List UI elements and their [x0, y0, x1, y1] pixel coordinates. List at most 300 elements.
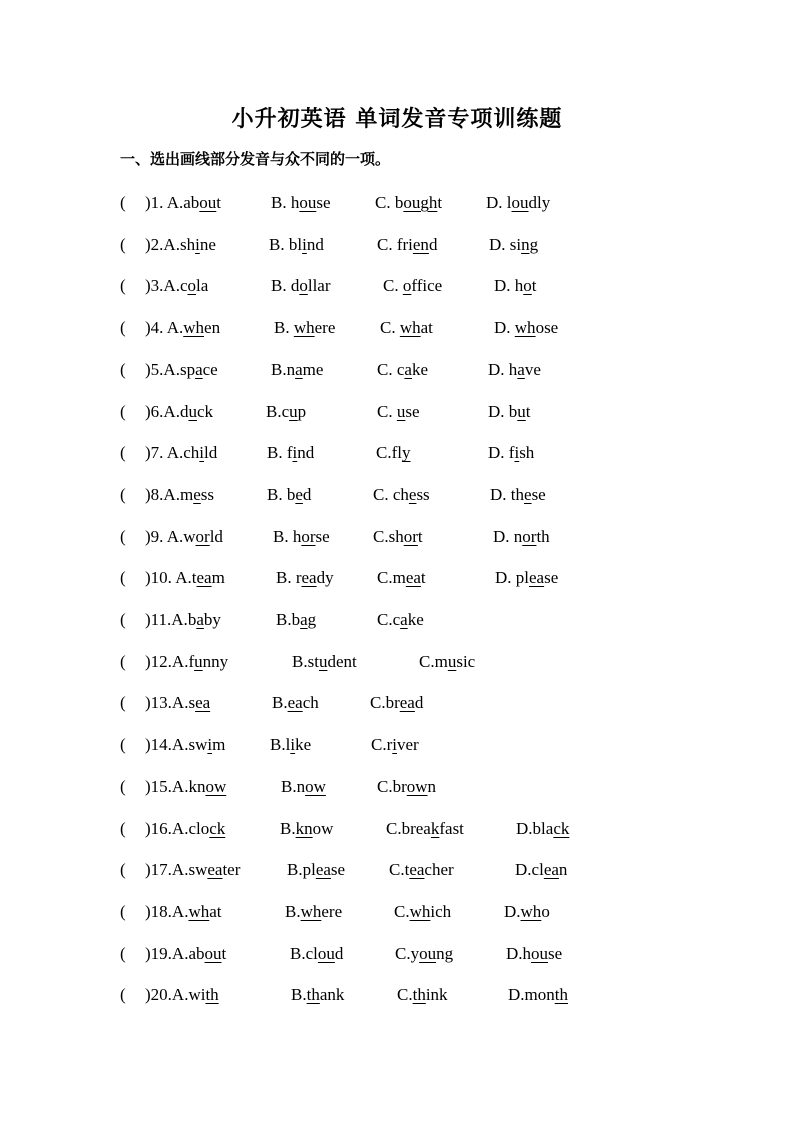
option-letter: B. — [291, 985, 307, 1005]
word-part: t — [417, 526, 423, 546]
question-number: )7. A. — [145, 443, 184, 463]
word-part: h — [290, 193, 300, 212]
underlined-sound: a — [300, 610, 308, 629]
word-part: clo — [188, 818, 210, 838]
option-letter: B. — [273, 526, 293, 546]
answer-bracket[interactable]: ( — [120, 276, 126, 296]
option-d — [490, 483, 546, 507]
word-part: g — [307, 610, 317, 629]
underlined-sound: wh — [183, 318, 205, 338]
option-letter: B. — [287, 860, 303, 880]
word-part: la — [196, 276, 209, 296]
word-part: nd — [306, 234, 324, 254]
word-part: ss — [200, 484, 214, 504]
question-number: )20.A. — [145, 985, 189, 1005]
word-part: m — [392, 568, 406, 588]
underlined-sound: ea — [287, 693, 303, 713]
word-part: ve — [524, 359, 541, 379]
underlined-sound: o — [299, 276, 308, 296]
word-part: d — [179, 401, 189, 421]
option-b — [270, 733, 311, 757]
option-letter: D. — [488, 443, 509, 463]
option-letter: B. — [276, 610, 292, 629]
word-part: br — [392, 776, 407, 796]
underlined-sound: i — [207, 735, 213, 755]
answer-bracket[interactable]: ( — [120, 193, 126, 212]
word-part: st — [307, 651, 319, 671]
question-number: )8.A. — [145, 484, 180, 504]
option-letter: D. — [508, 985, 525, 1005]
option-letter: C. — [383, 276, 403, 296]
question-number: )2.A. — [145, 234, 180, 254]
word-part: d — [414, 693, 424, 713]
underlined-sound: ough — [403, 193, 438, 212]
option-letter: C. — [370, 693, 386, 713]
word-part: t — [404, 860, 410, 880]
option-letter: D. — [515, 860, 532, 880]
word-part: t — [191, 568, 197, 588]
question-number: )5.A. — [145, 359, 180, 379]
option-c — [386, 817, 464, 841]
option-letter: C. — [377, 568, 393, 588]
option-b — [266, 400, 306, 424]
underlined-sound: k — [430, 818, 440, 838]
option-b — [276, 566, 334, 590]
word-part: t — [221, 943, 227, 963]
section-heading: 一、选出画线部分发音与众不同的一项。 — [120, 150, 391, 168]
option-b — [272, 691, 319, 715]
underlined-sound: ou — [511, 193, 529, 212]
question-row — [0, 525, 794, 549]
option-b — [285, 900, 342, 924]
option-a — [188, 983, 218, 1007]
word-part: llar — [307, 276, 331, 296]
answer-bracket[interactable]: ( — [120, 860, 126, 880]
word-part: sic — [456, 651, 476, 671]
option-letter: D. — [506, 943, 523, 963]
word-part: ere — [321, 901, 343, 921]
word-part: pl — [302, 860, 316, 880]
option-c — [377, 775, 436, 799]
word-part: b — [394, 193, 404, 212]
word-part: mon — [524, 985, 555, 1005]
word-part: pl — [515, 568, 530, 588]
word-part: r — [295, 568, 302, 588]
word-part: ver — [397, 735, 419, 755]
option-b — [292, 650, 357, 674]
option-a — [188, 942, 226, 966]
underlined-sound: ea — [301, 568, 317, 588]
word-part: sh — [519, 443, 535, 463]
answer-bracket[interactable]: ( — [120, 526, 126, 546]
word-part: ter — [222, 860, 241, 880]
word-part: d — [290, 276, 300, 296]
option-b — [271, 274, 331, 298]
underlined-sound: ck — [209, 818, 226, 838]
answer-bracket[interactable]: ( — [120, 401, 126, 421]
question-row — [0, 233, 794, 257]
option-letter: C. — [397, 985, 413, 1005]
question-number: )14.A. — [145, 735, 189, 755]
answer-bracket[interactable]: ( — [120, 693, 126, 713]
underlined-sound: a — [196, 610, 204, 629]
option-d — [488, 400, 531, 424]
word-part: ch — [302, 693, 319, 713]
underlined-sound: a — [517, 359, 525, 379]
underlined-sound: u — [289, 401, 298, 421]
word-part: c — [179, 276, 188, 296]
word-part: se — [531, 484, 546, 504]
word-part: y — [410, 943, 420, 963]
word-part: ch — [183, 443, 200, 463]
option-letter: C. — [394, 901, 410, 921]
option-letter: B. — [274, 318, 294, 338]
option-a — [180, 358, 218, 382]
option-b — [281, 775, 326, 799]
question-row — [0, 608, 794, 632]
option-letter: B. — [290, 943, 306, 963]
word-part: c — [281, 401, 290, 421]
option-a — [188, 650, 228, 674]
word-part: cl — [305, 943, 318, 963]
question-row — [0, 942, 794, 966]
underlined-sound: e — [193, 484, 201, 504]
underlined-sound: o — [187, 276, 196, 296]
word-part: se — [316, 193, 331, 212]
word-part: dly — [528, 193, 551, 212]
option-d — [508, 983, 568, 1007]
option-letter: B. — [285, 901, 301, 921]
word-part: f — [508, 443, 515, 463]
word-part: c — [396, 359, 405, 379]
underlined-sound: ow — [406, 776, 428, 796]
underlined-sound: ou — [531, 943, 549, 963]
question-number: )9. A. — [145, 526, 184, 546]
underlined-sound: e — [295, 484, 303, 504]
word-part: sh — [388, 526, 404, 546]
word-part: m — [212, 735, 226, 755]
option-b — [269, 233, 324, 257]
underlined-sound: i — [195, 234, 200, 254]
underlined-sound: y — [401, 443, 411, 463]
option-letter: B. — [269, 234, 289, 254]
option-a — [183, 191, 221, 215]
option-d — [488, 441, 534, 465]
word-part: ow — [312, 818, 334, 838]
underlined-sound: u — [188, 401, 197, 421]
underlined-sound: th — [412, 985, 426, 1005]
question-row — [0, 274, 794, 298]
option-a — [188, 691, 210, 715]
option-letter: C. — [419, 651, 435, 671]
question-number: )6.A. — [145, 401, 180, 421]
option-c — [389, 858, 454, 882]
question-number: )1. A. — [145, 193, 184, 212]
option-a — [188, 775, 226, 799]
word-part: ng — [436, 943, 454, 963]
underlined-sound: ou — [299, 193, 317, 212]
answer-bracket[interactable]: ( — [120, 234, 126, 254]
option-a — [188, 817, 225, 841]
option-b — [267, 483, 311, 507]
word-part: wi — [188, 985, 206, 1005]
word-part: h — [522, 943, 532, 963]
underlined-sound: ea — [196, 568, 212, 588]
underlined-sound: ck — [553, 818, 570, 838]
word-part: se — [544, 568, 559, 588]
answer-bracket[interactable]: ( — [120, 943, 126, 963]
question-row — [0, 817, 794, 841]
underlined-sound: wh — [409, 901, 431, 921]
underlined-sound: ou — [317, 943, 335, 963]
underlined-sound: e — [408, 484, 417, 504]
underlined-sound: ea — [399, 693, 415, 713]
underlined-sound: kn — [295, 818, 313, 838]
word-part: n — [296, 776, 306, 796]
option-letter: C. — [373, 526, 389, 546]
word-part: se — [405, 401, 420, 421]
option-b — [287, 858, 345, 882]
option-a — [183, 441, 217, 465]
option-b — [271, 358, 323, 382]
word-part: me — [302, 359, 324, 379]
word-part: ere — [314, 318, 336, 338]
word-part: l — [285, 735, 291, 755]
option-letter: B. — [270, 735, 286, 755]
underlined-sound: ea — [195, 693, 211, 713]
option-letter: B. — [267, 484, 287, 504]
answer-bracket[interactable]: ( — [120, 651, 126, 671]
option-letter: B. — [276, 568, 296, 588]
option-letter: D. — [494, 318, 515, 338]
word-part: sw — [188, 735, 208, 755]
question-number: )3.A. — [145, 276, 180, 296]
word-part: se — [548, 943, 563, 963]
option-c — [419, 650, 475, 674]
option-b — [274, 316, 335, 340]
word-part: ld — [204, 443, 218, 463]
question-number: )17.A. — [145, 860, 189, 880]
option-c — [377, 400, 420, 424]
word-part: cl — [531, 860, 544, 880]
word-part: by — [203, 610, 221, 629]
word-part: fast — [439, 818, 464, 838]
word-part: n — [427, 776, 437, 796]
word-part: t — [216, 193, 222, 212]
word-part: f — [188, 651, 195, 671]
question-row — [0, 358, 794, 382]
underlined-sound: ea — [409, 860, 425, 880]
answer-bracket[interactable]: ( — [120, 985, 126, 1005]
word-part: ne — [199, 234, 216, 254]
option-letter: C. — [373, 484, 393, 504]
question-row — [0, 483, 794, 507]
option-letter: C. — [389, 860, 405, 880]
word-part: nd — [297, 443, 315, 463]
word-part: f — [286, 443, 293, 463]
question-number: )11.A. — [145, 610, 188, 629]
word-part: b — [291, 610, 301, 629]
answer-bracket[interactable]: ( — [120, 610, 126, 629]
option-a — [180, 483, 214, 507]
option-letter: D. — [490, 484, 511, 504]
option-c — [377, 608, 424, 632]
option-a — [180, 400, 213, 424]
option-letter: C. — [377, 610, 393, 629]
option-letter: C. — [376, 443, 392, 463]
underlined-sound: ow — [305, 776, 326, 796]
word-part: si — [509, 234, 522, 254]
underlined-sound: th — [306, 985, 320, 1005]
word-part: b — [187, 610, 197, 629]
word-part: n — [513, 526, 523, 546]
word-part: dy — [316, 568, 334, 588]
word-part: at — [420, 318, 433, 338]
option-letter: C. — [371, 735, 387, 755]
word-part: t — [531, 276, 537, 296]
answer-bracket[interactable]: ( — [120, 776, 126, 796]
underlined-sound: i — [290, 735, 296, 755]
option-c — [377, 358, 428, 382]
option-letter: D. — [494, 276, 515, 296]
question-row — [0, 858, 794, 882]
word-part: ch — [392, 484, 409, 504]
option-b — [291, 983, 344, 1007]
option-c — [370, 691, 423, 715]
word-part: se — [315, 526, 330, 546]
word-part: sp — [179, 359, 196, 379]
answer-bracket[interactable]: ( — [120, 443, 126, 463]
question-number: )18.A. — [145, 901, 189, 921]
word-part: b — [286, 484, 296, 504]
option-d — [516, 817, 569, 841]
question-row — [0, 733, 794, 757]
option-b — [273, 525, 330, 549]
underlined-sound: wh — [520, 901, 542, 921]
option-letter: C. — [380, 318, 400, 338]
question-number: )16.A. — [145, 818, 189, 838]
question-row — [0, 566, 794, 590]
option-a — [188, 900, 221, 924]
option-a — [192, 566, 225, 590]
underlined-sound: ea — [207, 860, 223, 880]
word-part: nny — [202, 651, 229, 671]
word-part: m — [211, 568, 225, 588]
word-part: ank — [319, 985, 345, 1005]
option-d — [515, 858, 567, 882]
option-b — [267, 441, 314, 465]
answer-bracket[interactable]: ( — [120, 318, 126, 338]
question-row — [0, 316, 794, 340]
question-row — [0, 191, 794, 215]
word-part: t — [420, 568, 426, 588]
word-part: ose — [535, 318, 559, 338]
answer-bracket[interactable]: ( — [120, 901, 126, 921]
question-number: )15.A. — [145, 776, 189, 796]
answer-bracket[interactable]: ( — [120, 568, 126, 588]
word-part: l — [506, 193, 512, 212]
word-part: h — [508, 359, 518, 379]
option-d — [506, 942, 562, 966]
question-number: )19.A. — [145, 943, 189, 963]
word-part: ke — [407, 610, 424, 629]
option-letter: C. — [377, 359, 397, 379]
option-letter: C. — [395, 943, 411, 963]
word-part: se — [330, 860, 346, 880]
option-c — [377, 233, 437, 257]
word-part: n — [286, 359, 296, 379]
word-part: o — [541, 901, 550, 921]
option-c — [394, 900, 451, 924]
underlined-sound: ou — [419, 943, 437, 963]
question-row — [0, 441, 794, 465]
option-c — [376, 441, 410, 465]
answer-bracket[interactable]: ( — [120, 359, 126, 379]
option-letter: C. — [377, 776, 393, 796]
answer-bracket[interactable]: ( — [120, 484, 126, 504]
option-b — [280, 817, 333, 841]
underlined-sound: i — [302, 234, 307, 254]
option-c — [383, 274, 442, 298]
underlined-sound: th — [554, 985, 568, 1005]
underlined-sound: i — [392, 735, 397, 755]
option-letter: D. — [488, 401, 509, 421]
word-part: ke — [411, 359, 428, 379]
underlined-sound: a — [404, 359, 412, 379]
underlined-sound: ng — [521, 234, 539, 254]
underlined-sound: or — [195, 526, 210, 546]
option-c — [395, 942, 453, 966]
word-part: kn — [188, 776, 206, 796]
option-letter: C. — [377, 234, 397, 254]
word-part: b — [508, 401, 518, 421]
underlined-sound: wh — [188, 901, 210, 921]
option-letter: D. — [488, 359, 509, 379]
underlined-sound: i — [292, 443, 298, 463]
option-letter: D. — [516, 818, 533, 838]
word-part: d — [334, 943, 344, 963]
underlined-sound: u — [396, 401, 406, 421]
underlined-sound: en — [412, 234, 429, 254]
word-part: p — [297, 401, 307, 421]
option-a — [188, 608, 221, 632]
underlined-sound: wh — [514, 318, 536, 338]
option-d — [494, 274, 537, 298]
word-part: ke — [295, 735, 312, 755]
question-row — [0, 400, 794, 424]
word-part: th — [510, 484, 525, 504]
answer-bracket[interactable]: ( — [120, 735, 126, 755]
page-title: 小升初英语 单词发音专项训练题 — [231, 107, 563, 132]
underlined-sound: u — [447, 651, 457, 671]
option-c — [377, 566, 426, 590]
underlined-sound: ea — [315, 860, 331, 880]
underlined-sound: ou — [204, 943, 222, 963]
option-letter: B. — [280, 818, 296, 838]
answer-bracket[interactable]: ( — [120, 818, 126, 838]
underlined-sound: or — [522, 526, 537, 546]
option-letter: D. — [493, 526, 514, 546]
word-part: sh — [179, 234, 196, 254]
word-part: ffice — [411, 276, 443, 296]
question-row — [0, 900, 794, 924]
underlined-sound: or — [403, 526, 418, 546]
underlined-sound: a — [400, 610, 408, 629]
word-part: t — [525, 401, 531, 421]
question-row — [0, 650, 794, 674]
underlined-sound: u — [318, 651, 328, 671]
word-part: ink — [425, 985, 448, 1005]
